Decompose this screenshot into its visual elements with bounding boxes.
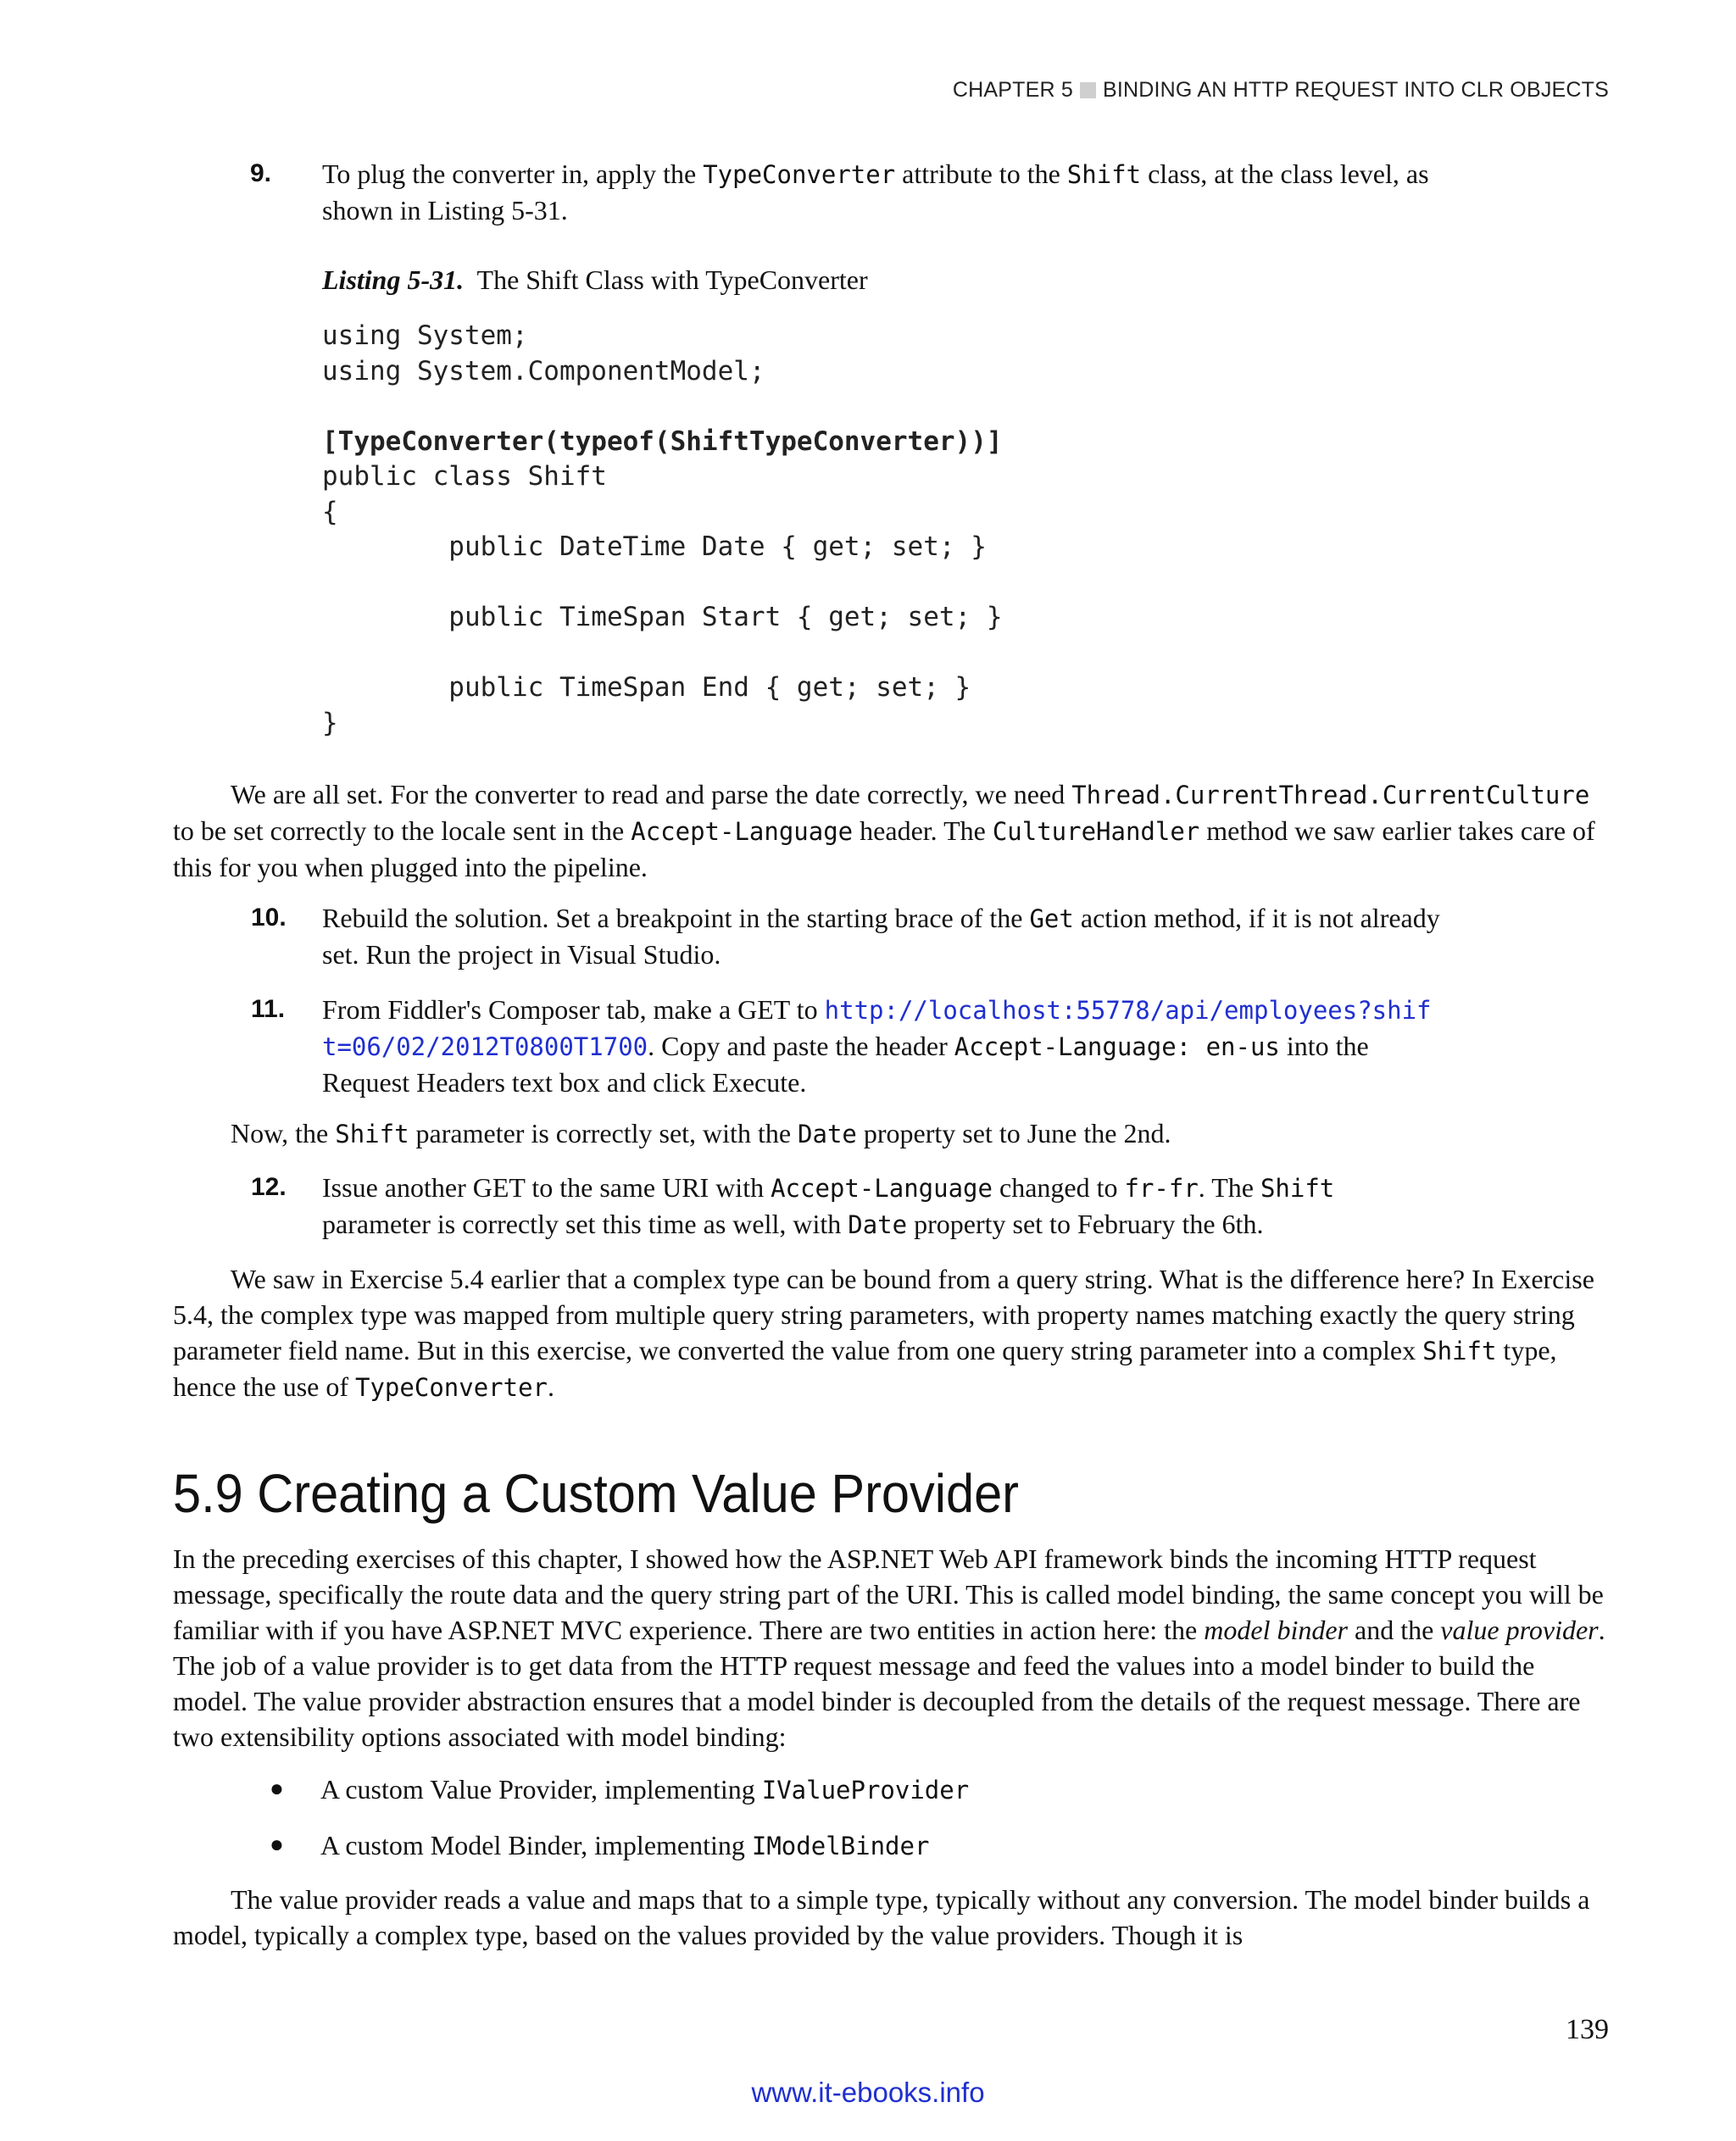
code-line: using System.ComponentModel; [322,355,765,386]
inline-code: Shift [1260,1174,1335,1203]
bullet-dot-icon: ● [270,1832,284,1858]
paragraph: The value provider reads a value and maps that to a simple type, typically without any conversion. The model binder builds a model, typically a complex type, based on the values provided by the value providers. Though it is [173,1884,1590,1950]
text-run: property set to February the 6th. [907,1209,1264,1239]
chapter-label: CHAPTER 5 [952,78,1073,102]
listing-label: Listing 5-31. [322,264,465,295]
text-run: Rebuild the solution. Set a breakpoint in the starting brace of the [322,903,1030,933]
text-run: parameter is correctly set this time as well, with [322,1209,849,1239]
text-run: changed to [992,1172,1125,1203]
code-line: public DateTime Date { get; set; } [322,531,987,562]
url-link[interactable]: http://localhost:55778/api/employees?shift=06/02/2012T0800T1700 [322,996,1432,1061]
step-11 [251,992,1441,1100]
step-number: 10. [251,904,287,931]
paragraph [173,1261,1614,1405]
text-run: header. The [853,815,993,846]
code-blank [322,636,1003,671]
paragraph [173,776,1614,885]
attribute-code: [TypeConverter(typeof(ShiftTypeConverter))] [322,425,1003,457]
text-run: property set to June the 2nd. [856,1118,1171,1148]
text-run: A custom Value Provider, implementing [320,1774,762,1805]
text-run: We are all set. For the converter to read and parse the date correctly, we need [231,779,1072,809]
step-text [271,156,1458,228]
code-blank [322,389,1003,425]
inline-code: Accept-Language [631,817,854,846]
inline-code: Shift [335,1120,409,1148]
inline-code: Accept-Language [771,1174,993,1203]
inline-code: CultureHandler [992,817,1200,846]
inline-code: Shift [1422,1337,1497,1365]
text-run: Issue another GET to the same URI with [322,1172,771,1203]
inline-code: Shift [1066,160,1142,189]
step-number: 11. [251,995,286,1023]
text-run: to be set correctly to the locale sent in the [173,815,632,846]
text-run: Now, the [231,1118,336,1148]
text-run: type, hence the use of [173,1335,1557,1402]
footer-link[interactable]: www.it-ebooks.info [751,2077,985,2108]
text-run: parameter is correctly set, with the [409,1118,798,1148]
square-separator-icon [1080,82,1096,98]
emphasis: model binder [1204,1615,1348,1645]
text-run: A custom Model Binder, implementing [320,1830,752,1860]
inline-code: Date [798,1120,857,1148]
paragraph [231,1115,1612,1152]
text-run: method we saw earlier takes care of this for you when plugged into the pipeline. [173,815,1595,882]
inline-code: Thread.CurrentThread.CurrentCulture [1071,781,1590,809]
text-run: We saw in Exercise 5.4 earlier that a complex type can be bound from a query string. What is the difference here? In Exercise 5.4, the complex type was mapped from multiple query string parameters, with property names matching exactly the query string parameter field name. But in this exercise, we converted the value from one query string parameter into a complex [173,1264,1594,1365]
text-run: attribute to the [895,158,1067,189]
text-run: . Copy and paste the header [648,1031,954,1061]
listing-caption [322,264,868,296]
text-run: . The job of a value provider is to get data from the HTTP request message and feed the values into a model binder to build the model. The value provider abstraction ensures that a model binder is decoupled from the details of the request message. There are two extensibility options associated with model binding: [173,1615,1605,1752]
inline-code: TypeConverter [355,1373,548,1402]
chapter-title: BINDING AN HTTP REQUEST INTO CLR OBJECTS [1103,78,1609,102]
step-12 [251,1170,1441,1243]
step-10 [251,900,1441,972]
code-line: using System; [322,320,528,351]
listing-title: The Shift Class with TypeConverter [476,264,868,295]
emphasis: value provider [1440,1615,1599,1645]
bullet-dot-icon: ● [270,1776,284,1802]
text-run: class, at the class level, as shown in Listing 5-31. [322,158,1429,225]
text-run: into the Request Headers text box and click Execute. [322,1031,1369,1098]
page-number: 139 [1566,2014,1609,2045]
code-listing [322,319,1003,741]
step-number: 9. [249,159,271,187]
inline-code: IValueProvider [761,1776,970,1805]
code-line: } [322,707,338,738]
code-line-bold [322,425,1003,460]
bullet-item [270,1827,929,1864]
bullet-item [270,1771,969,1808]
text-run: From Fiddler's Composer tab, make a GET to [322,994,825,1025]
inline-code: Get [1029,904,1074,933]
paragraph [173,1541,1614,1755]
inline-code: Date [848,1210,908,1239]
text-run: . The [1198,1172,1260,1203]
code-line: { [322,496,338,527]
section-title: 5.9 Creating a Custom Value Provider [173,1463,1020,1524]
step-number: 12. [251,1173,287,1201]
code-line: public TimeSpan End { get; set; } [322,672,971,703]
inline-code: fr-fr [1124,1174,1199,1203]
text-run: . [548,1371,554,1402]
inline-code: TypeConverter [703,160,896,189]
running-header [953,78,1609,103]
inline-code: IModelBinder [751,1832,930,1860]
code-blank [322,565,1003,601]
text-run: action method, if it is not already set. Run the project in Visual Studio. [322,903,1440,970]
text-run: and the [1348,1615,1441,1645]
code-line: public class Shift [322,461,607,492]
step-9 [249,156,1458,228]
text-run: To plug the converter in, apply the [322,158,704,189]
text-run: In the preceding exercises of this chapter, I showed how the ASP.NET Web API framework binds the incoming HTTP request message, specifically the route data and the query string part of the URI. This is called model binding, the same concept you will be familiar with if you have ASP.NET MVC experience. There are two entities in action here: the [173,1543,1604,1645]
inline-code: Accept-Language: en-us [954,1032,1280,1061]
code-line: public TimeSpan Start { get; set; } [322,602,1003,632]
